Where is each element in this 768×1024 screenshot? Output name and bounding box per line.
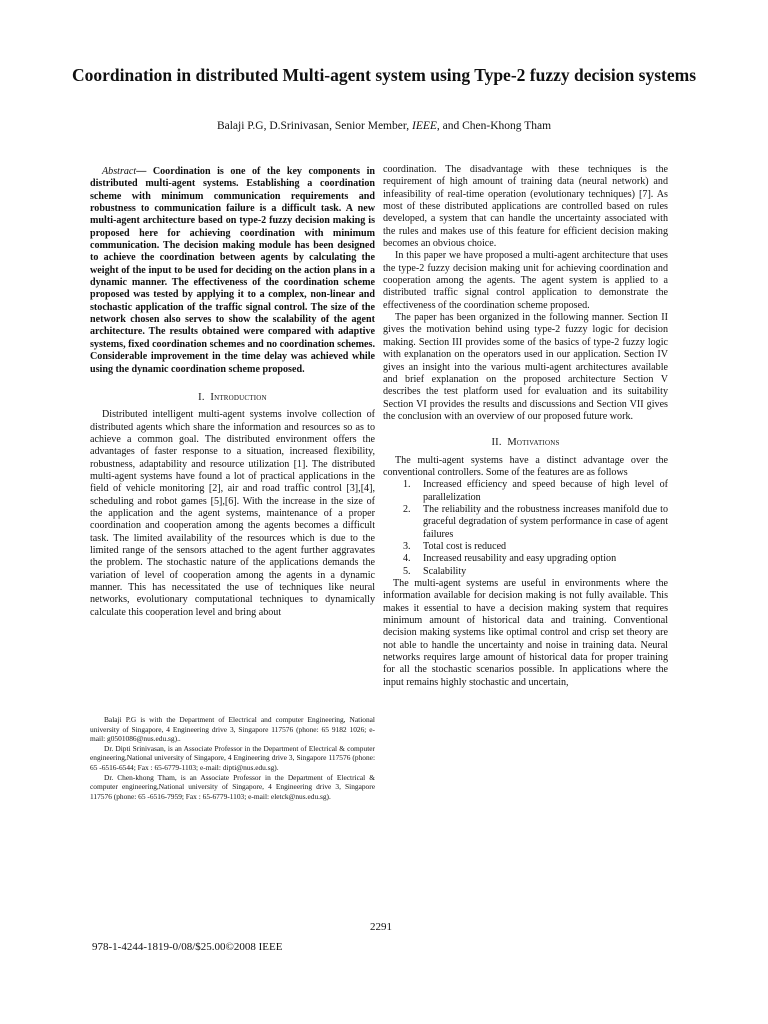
section-heading-motivations: [383, 437, 668, 449]
copyright-line: 978-1-4244-1819-0/08/$25.00©2008 IEEE: [92, 941, 283, 953]
section-numeral: I.: [198, 391, 205, 403]
list-item: [383, 504, 668, 541]
abstract-text: Coordination is one of the key components in distributed multi-agent systems. Establishing a coordination scheme with minimum communication requirements and robustness to communication failure is a difficult task. A new multi-agent architecture based on type-2 fuzzy decision making is proposed here for achieving coordination with minimum communication. The decision making module has been designed to achieve the coordination between agents by calculating the weight of the input to be used for deciding on the action plans in a dynamic manner. The effectiveness of the coordination scheme proposed was tested by applying it to a complex, non-linear and stochastic application of the traffic signal control. The size of the network chosen also serves to show the scalability of the agent architecture. The results obtained were compared with adaptive systems, fixed coordination schemes and no coordination schemes. Considerable improvement in the time delay was achieved while using the dynamic coordination scheme proposed.: [90, 166, 375, 375]
list-item: [383, 479, 668, 504]
list-text: Scalability: [423, 565, 467, 577]
paragraph-features: The multi-agent systems have a distinct advantage over the conventional controllers. Some of the features are as follows: [383, 454, 668, 478]
list-number: 1.: [403, 479, 411, 491]
author-line: [60, 119, 708, 133]
list-number: 5.: [403, 565, 411, 577]
list-text: Total cost is reduced: [423, 540, 507, 552]
page-number: 2291: [370, 921, 392, 933]
list-number: 4.: [403, 553, 411, 565]
footnote-balaji: Balaji P.G is with the Department of Electrical and computer Engineering, National university of Singapore, 4 Engineering drive 3, Singapore 117576 (phone: 65 9182 1026; e-mail: g0501086@nus.edu.sg)..: [90, 715, 375, 744]
paragraph-environments: The multi-agent systems are useful in environments where the information available for decision making is not fully available. This makes it essential to have a decision making system that requires minimum amount of historical data and training. Conventional decision making systems like optimal control and crisp set theory are not able to handle the uncertainty and noise in training data. Neural networks requires large amount of historical data for proper training for all the stochastic scenarios possible. In applications where the input remains highly stochastic and uncertain,: [383, 578, 668, 688]
section-title: Motivations: [507, 437, 560, 449]
abstract: [90, 166, 375, 376]
list-text: The reliability and the robustness increases manifold due to graceful degradation of system performance in case of agent failures: [423, 503, 668, 540]
section-numeral: II.: [491, 437, 502, 449]
list-text: Increased efficiency and speed because of high level of parallelization: [423, 479, 668, 503]
paragraph-continued: coordination. The disadvantage with these techniques is the requirement of high amount of training data (neural network) and infeasibility of real-time operation (evolutionary techniques) [7]. As most of these distributed applications are controlled based on rules developed, a system that can handle the uncertainty associated with the rules and makes use of this feature for efficient decision making becomes an obvious choice.: [383, 164, 668, 250]
right-column: [383, 164, 668, 689]
section-title-rest: ntroduction: [214, 391, 267, 403]
section-first-letter: I: [210, 391, 215, 403]
author-names: Balaji P.G, D.Srinivasan, Senior Member,: [216, 120, 412, 132]
footnote-tham: Dr. Chen-khong Tham, is an Associate Professor in the Department of Electrical & computer engineering,National university of Singapore, 4 Engineering drive 3, Singapore 117576 (phone: 65 -6516-7959; Fax : 65-6779-1103; e-mail: eletck@nus.edu.sg).: [90, 772, 375, 801]
feature-list: [383, 479, 668, 578]
paragraph-proposal: In this paper we have proposed a multi-agent architecture that uses the type-2 fuzzy decision making unit for achieving coordination and cooperation among the agents. The agent system is applied to a distributed traffic signal control application to demonstrate the effectiveness of the coordination scheme proposed.: [383, 250, 668, 311]
section-heading-introduction: [90, 392, 375, 404]
paper-title: Coordination in distributed Multi-agent system using Type-2 fuzzy decision systems: [71, 65, 697, 85]
list-item: [383, 566, 668, 578]
list-text: Increased reusability and easy upgrading option: [423, 553, 617, 565]
list-item: [383, 553, 668, 565]
footnote-srinivasan: Dr. Dipti Srinivasan, is an Associate Professor in the Department of Electrical & computer engineering,National university of Singapore, 4 Engineering drive 3, Singapore 117576 (phone: 65 -6516-6544; Fax : 65-6779-1103; e-mail: dipti@nus.edu.sg).: [90, 743, 375, 772]
list-number: 3.: [403, 540, 411, 552]
paragraph-organization: The paper has been organized in the following manner. Section II gives the motivation behind using type-2 fuzzy logic for decision making. Section III provides some of the basics of type-2 fuzzy logic with explanation on the operators used in our application. Section IV gives an insight into the various multi-agent architectures available and brief explanation on the proposed architecture Section V describes the test platform used for evaluation and its suitability Section VI provides the results and discussions and Section VII gives the conclusion with an overview of our proposed future work.: [383, 312, 668, 422]
abstract-dash: —: [136, 166, 153, 177]
author-names-end: , and Chen-Khong Tham: [436, 120, 552, 132]
ieee-label: IEEE: [411, 120, 437, 132]
list-number: 2.: [403, 503, 411, 515]
author-footnotes: [90, 715, 375, 801]
left-column: [90, 166, 375, 619]
abstract-label: Abstract: [102, 166, 137, 177]
intro-paragraph: Distributed intelligent multi-agent systems involve collection of distributed agents which share the information and resources so as to achieve a common goal. The distributed environment offers the advantages of faster response to a situation, increased flexibility, robustness, adaptability and resource utilization [1]. The distributed multi-agent systems have found a lot of practical applications in the field of vehicle monitoring [2], air and road traffic control [3],[4], scheduling and robot games [5],[6]. With the increase in the size of the application and the agent systems, maintenance of a proper coordination and cooperation among the agents becomes a difficult task. The limited availability of the resources which is due to the limited range of the sensors attached to the agent further aggravates the problem. The stochastic nature of the applications demands the variation of level of cooperation among the agents in a dynamic manner. This has necessitated the use of techniques like neural networks, evolutionary computational techniques to dynamically calculate this cooperation level and bring about: [90, 409, 375, 618]
list-item: [383, 541, 668, 553]
